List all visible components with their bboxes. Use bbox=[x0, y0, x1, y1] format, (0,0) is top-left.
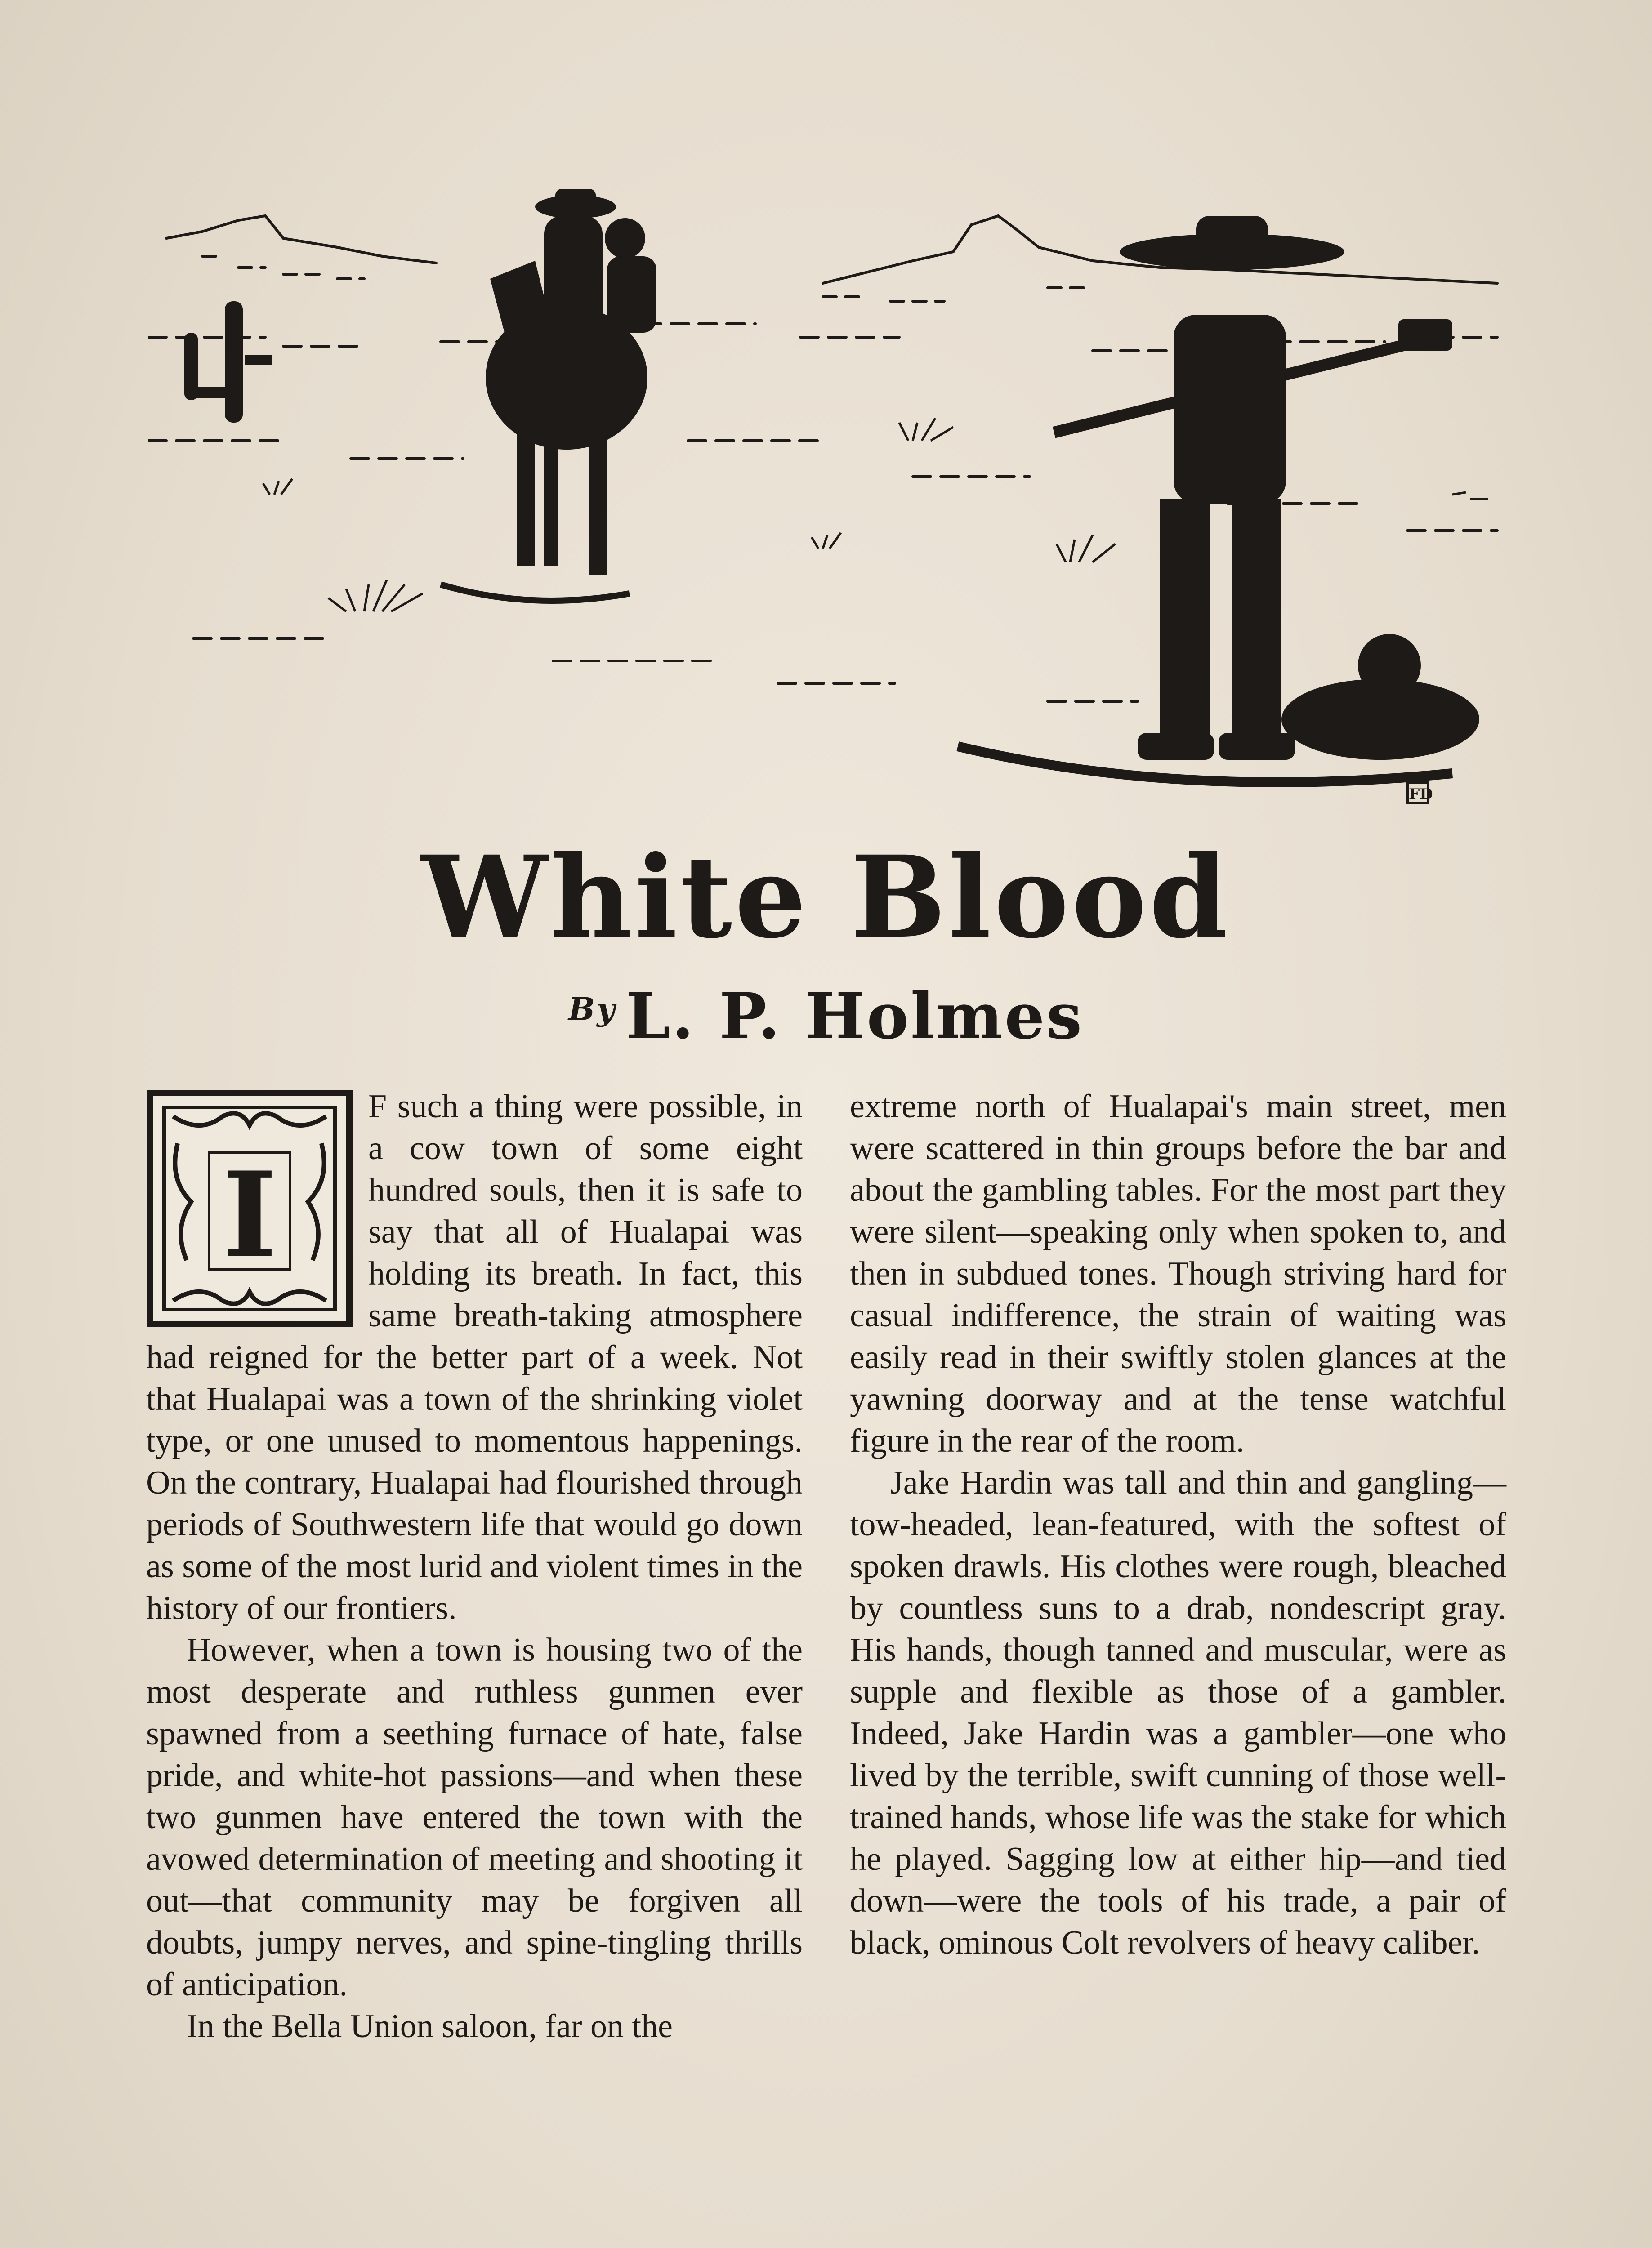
byline-prefix: By bbox=[568, 990, 617, 1028]
artist-mark bbox=[1407, 782, 1433, 803]
story-byline bbox=[0, 971, 1652, 1055]
text-column-left bbox=[146, 1086, 803, 2047]
paragraph-left-1: F such a thing were possible, in a cow town of some eight hundred souls, then it is safe to say that all of Hualapai was holding its breath. In fact, this same breath-taking atmosphere had reigned for the better part of a week. Not that Hualapai was a town of the shrinking violet type, or one unused to momentous happenings. On the contrary, Hualapai had flourished through periods of Southwestern life that would go down as some of the most lurid and violent times in the history of our frontiers. bbox=[146, 1088, 803, 1627]
paragraph-right-1: extreme north of Hualapai's main street, men were scattered in thin groups before the bar and about the gambling tables. For the most part they were silent—speaking only when spoken to, and then in subdued tones. Though striving hard for casual indifference, the strain of waiting was easily read in their swiftly stolen glances at the yawning doorway and at the tense watchful figure in the rear of the room. bbox=[850, 1088, 1506, 1459]
paragraph-left-2: However, when a town is housing two of the most desperate and ruthless gunmen ever spawned from a seething furnace of hate, false pride, and white-hot passions—and when these two gunmen have entered the town with the avowed determination of meeting and shooting it out—that community may be forgiven all doubts, jumpy nerves, and spine-tingling thrills of anticipation. bbox=[146, 1632, 803, 2003]
western-scene-illustration bbox=[148, 189, 1511, 832]
drop-cap-letter: I bbox=[222, 1146, 277, 1284]
story-title: White Blood bbox=[421, 831, 1231, 963]
paragraph-left-3: In the Bella Union saloon, far on the bbox=[187, 2008, 673, 2045]
author-name: L. P. Holmes bbox=[625, 980, 1084, 1053]
ornamental-drop-cap bbox=[146, 1089, 353, 1328]
paragraph-right-2: Jake Hardin was tall and thin and gangling—tow-headed, lean-featured, with the softest of spoken drawls. His clothes were rough, bleached by countless suns to a drab, nondescript gray. His hands, though tanned and muscular, were as supple and flexible as those of a gambler. Indeed, Jake Hardin was a gambler—one who lived by the terrible, swift cunning of those well-trained hands, whose life was the stake for which he played. Sagging low at either hip—and tied down—were the tools of his trade, a pair of black, ominous Colt revolvers of heavy caliber. bbox=[850, 1464, 1506, 1961]
text-column-right bbox=[850, 1086, 1506, 1964]
svg-text:FD: FD bbox=[1409, 785, 1433, 803]
